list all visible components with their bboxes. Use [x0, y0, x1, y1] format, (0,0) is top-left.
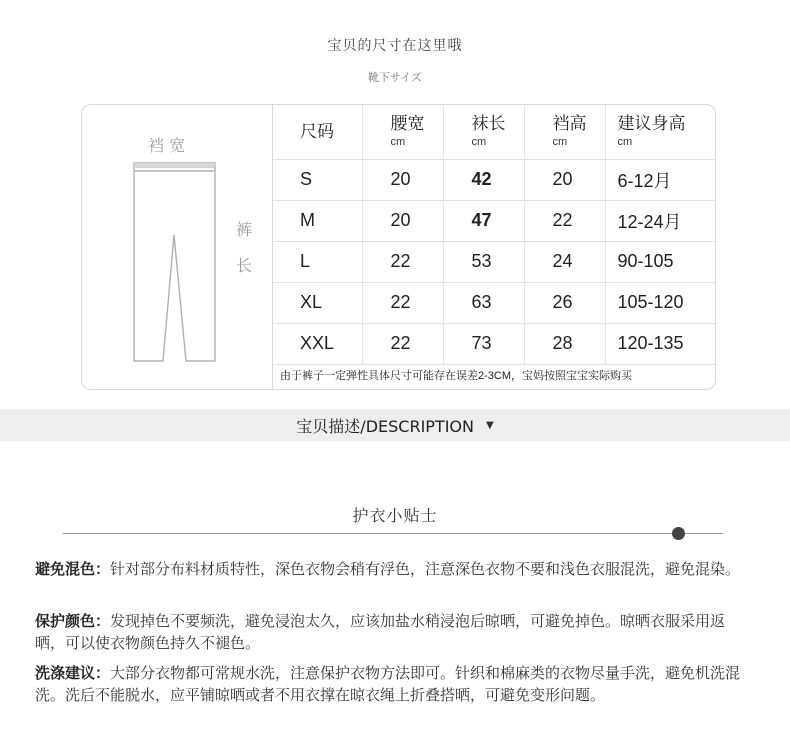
- table-row: [272, 241, 716, 282]
- pants-diagram: [82, 105, 273, 390]
- header-size: 尺码: [272, 105, 362, 159]
- length-label-top: 裤: [236, 220, 253, 239]
- tip-text: 大部分衣物都可常规水洗，注意保护衣物方法即可。针织和棉麻类的衣物尽量手洗，避免机洗混洗。洗后不能脱水，应平铺晾晒或者不用衣撑在晾衣绳上折叠搭晒，可避免变形问题。: [35, 664, 741, 704]
- cell-size: XL: [272, 282, 362, 323]
- cell-waist: 22: [362, 241, 443, 282]
- pants-outline-icon: [82, 105, 272, 390]
- header-suggested-height: 建议身高 cm: [605, 105, 716, 159]
- description-label: 宝贝描述/DESCRIPTION: [296, 416, 474, 436]
- cell-sock-length: 73: [443, 323, 524, 364]
- cell-size: L: [272, 241, 362, 282]
- table-header-row: [272, 105, 716, 159]
- tip-heading: 洗涤建议：: [35, 664, 111, 682]
- cell-suggested-height: 6-12月: [605, 159, 716, 200]
- cell-waist: 20: [362, 200, 443, 241]
- tip-text: 发现掉色不要频洗，避免浸泡太久，应该加盐水稍浸泡后晾晒，可避免掉色。晾晒衣服采用返晒，可以使衣物颜色持久不褪色。: [35, 612, 726, 652]
- cell-size: XXL: [272, 323, 362, 364]
- cell-sock-length: 42: [443, 159, 524, 200]
- cell-crotch-height: 26: [524, 282, 605, 323]
- table-note-row: [272, 364, 716, 385]
- care-tip-washing: [35, 662, 755, 706]
- table-row: [272, 200, 716, 241]
- cell-waist: 20: [362, 159, 443, 200]
- section-title: 宝贝的尺寸在这里哦: [327, 38, 463, 54]
- cell-waist: 22: [362, 282, 443, 323]
- tip-text: 针对部分布料材质特性，深色衣物会稍有浮色，注意深色衣物不要和浅色衣服混洗，避免混染。: [110, 560, 741, 578]
- table-row: [272, 282, 716, 323]
- tip-heading: 保护颜色：: [35, 612, 111, 630]
- section-subtitle: 靴下サイズ: [367, 71, 423, 84]
- cell-size: S: [272, 159, 362, 200]
- cell-crotch-height: 24: [524, 241, 605, 282]
- divider-line: [63, 533, 723, 534]
- cell-suggested-height: 105-120: [605, 282, 716, 323]
- cell-sock-length: 47: [443, 200, 524, 241]
- care-tip-mix-colors: [35, 558, 755, 580]
- care-tips-title: 护衣小贴士: [352, 506, 438, 525]
- cell-crotch-height: 22: [524, 200, 605, 241]
- description-bar[interactable]: [0, 409, 790, 441]
- tip-heading: 避免混色：: [35, 560, 111, 578]
- cell-suggested-height: 120-135: [605, 323, 716, 364]
- cell-sock-length: 53: [443, 241, 524, 282]
- triangle-down-icon: ▼: [486, 419, 494, 431]
- cell-size: M: [272, 200, 362, 241]
- waist-label: 裆 宽: [148, 136, 186, 155]
- cell-suggested-height: 90-105: [605, 241, 716, 282]
- table-row: [272, 159, 716, 200]
- header-crotch-height: 裆高 cm: [524, 105, 605, 159]
- cell-crotch-height: 20: [524, 159, 605, 200]
- cell-sock-length: 63: [443, 282, 524, 323]
- cell-crotch-height: 28: [524, 323, 605, 364]
- size-note: 由于裤子一定弹性具体尺寸可能存在误差2-3CM，宝妈按照宝宝实际购买: [280, 369, 633, 382]
- care-tip-protect-color: [35, 610, 755, 654]
- header-sock-length: 袜长 cm: [443, 105, 524, 159]
- cell-waist: 22: [362, 323, 443, 364]
- cell-suggested-height: 12-24月: [605, 200, 716, 241]
- dot-icon: [672, 527, 685, 540]
- size-table: [272, 105, 716, 385]
- length-label-bottom: 长: [236, 256, 253, 275]
- table-row: [272, 323, 716, 364]
- header-waist: 腰宽 cm: [362, 105, 443, 159]
- size-chart-card: [81, 104, 716, 390]
